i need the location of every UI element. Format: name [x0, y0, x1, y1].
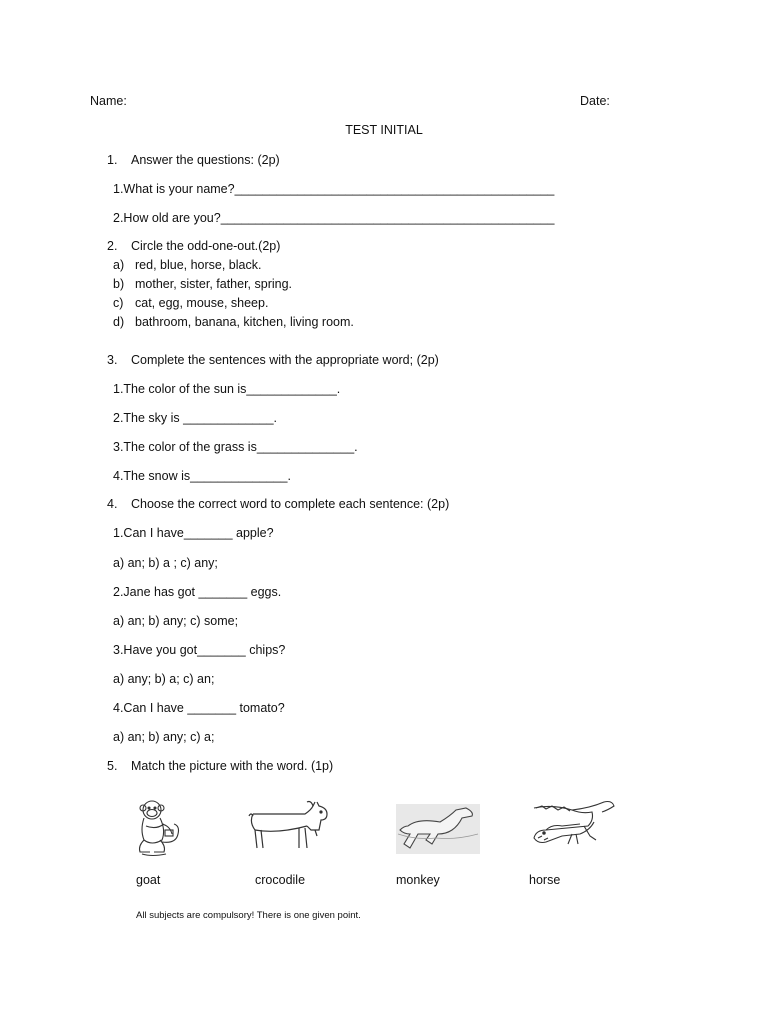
- match-word-goat: goat: [136, 873, 161, 887]
- option-letter: a): [113, 258, 125, 272]
- answer-options: a) an; b) any; c) some;: [113, 614, 239, 628]
- option-text: mother, sister, father, spring.: [135, 277, 293, 291]
- section-number: 5.: [107, 759, 118, 773]
- section-heading-text: Circle the odd-one-out.(2p): [131, 239, 281, 253]
- section-number: 3.: [107, 353, 118, 367]
- sentence-line: 2.Jane has got _______ eggs.: [113, 585, 282, 599]
- section-heading-text: Answer the questions: (2p): [131, 153, 280, 167]
- goat-picture: [247, 800, 331, 852]
- option-letter: b): [113, 277, 125, 291]
- section-heading-text: Complete the sentences with the appropriate word; (2p): [131, 353, 439, 367]
- name-label: Name:: [90, 94, 127, 108]
- section-number: 1.: [107, 153, 118, 167]
- sentence-line: 1.The color of the sun is_____________.: [113, 382, 341, 396]
- sentence-line: 2.The sky is _____________.: [113, 411, 278, 425]
- section-1-heading: [107, 153, 280, 167]
- option-item: [113, 258, 261, 272]
- question-line: 2.How old are you?________________________________________________: [113, 211, 555, 225]
- answer-options: a) an; b) any; c) a;: [113, 730, 215, 744]
- answer-options: a) an; b) a ; c) any;: [113, 556, 218, 570]
- crocodile-picture: [532, 800, 616, 850]
- answer-options: a) any; b) a; c) an;: [113, 672, 215, 686]
- option-letter: d): [113, 315, 125, 329]
- sentence-line: 4.Can I have _______ tomato?: [113, 701, 285, 715]
- sentence-line: 3.Have you got_______ chips?: [113, 643, 286, 657]
- option-text: red, blue, horse, black.: [135, 258, 262, 272]
- picture-row: [0, 790, 768, 860]
- document-title: TEST INITIAL: [345, 123, 423, 137]
- option-item: [113, 277, 292, 291]
- section-4-heading: [107, 497, 449, 511]
- section-3-heading: [107, 353, 439, 367]
- match-word-monkey: monkey: [396, 873, 440, 887]
- sentence-line: 3.The color of the grass is______________.: [113, 440, 358, 454]
- option-item: [113, 296, 268, 310]
- monkey-picture: [132, 796, 184, 858]
- section-5-heading: [107, 759, 333, 773]
- match-word-crocodile: crocodile: [255, 873, 306, 887]
- date-label: Date:: [580, 94, 610, 108]
- horse-picture: [396, 804, 480, 854]
- section-2-heading: [107, 239, 280, 253]
- match-word-horse: horse: [529, 873, 561, 887]
- sentence-line: 1.Can I have_______ apple?: [113, 526, 274, 540]
- section-heading-text: Match the picture with the word. (1p): [131, 759, 334, 773]
- option-item: [113, 315, 354, 329]
- section-number: 4.: [107, 497, 118, 511]
- option-text: bathroom, banana, kitchen, living room.: [135, 315, 354, 329]
- option-text: cat, egg, mouse, sheep.: [135, 296, 269, 310]
- option-letter: c): [113, 296, 124, 310]
- section-heading-text: Choose the correct word to complete each sentence: (2p): [131, 497, 450, 511]
- question-line: 1.What is your name?______________________________________________: [113, 182, 555, 196]
- footer-note: All subjects are compulsory! There is one given point.: [136, 910, 361, 921]
- section-number: 2.: [107, 239, 118, 253]
- sentence-line: 4.The snow is______________.: [113, 469, 291, 483]
